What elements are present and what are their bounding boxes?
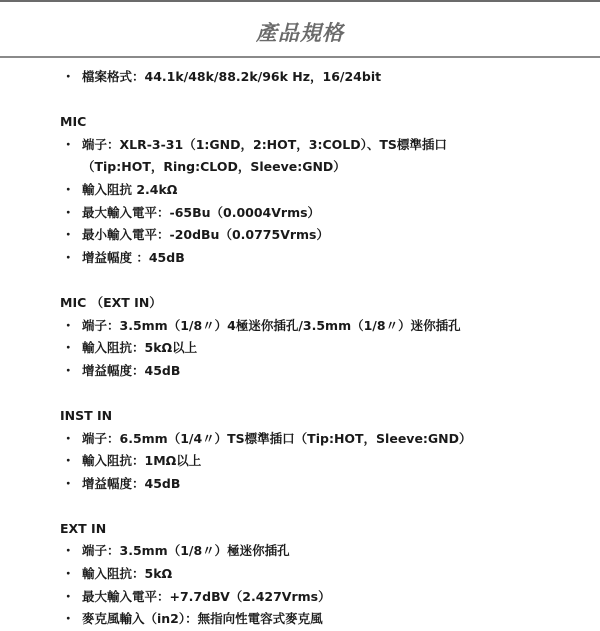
spec-item-ext-mic-input [0,608,600,631]
spec-item-text: 輸入阻抗：5kΩ [82,566,173,582]
section-heading-mic-ext-in: MIC （EXT IN） [60,294,162,310]
spec-item-text: 端子：XLR-3-31（1:GND，2:HOT，3:COLD）、TS標準插口 [82,136,447,152]
bullet-icon: ・ [62,204,75,220]
spec-item-mic-max-level [0,202,600,225]
spec-item-ext-max-level [0,586,600,609]
page-header [0,12,600,54]
bullet-icon: ・ [62,588,75,604]
spec-item-text: 增益幅度 ：45dB [82,249,185,265]
bullet-icon: ・ [62,566,75,582]
spec-item-mic-connector-continuation: （Tip:HOT，Ring:CLOD，Sleeve:GND） [82,159,346,175]
bullet-icon: ・ [62,475,75,491]
bullet-icon: ・ [62,69,75,84]
spec-item-text: 增益幅度：45dB [82,475,181,491]
section-heading-inst-in: INST IN [60,407,113,423]
spec-item-ext-impedance [0,563,600,586]
spec-item-mic-connector [0,134,600,157]
spec-item-mic-ext-connector [0,315,600,338]
bullet-icon: ・ [62,362,75,378]
spec-item-text: 端子：3.5mm（1/8〃）極迷你插孔 [82,543,290,559]
bullet-icon: ・ [62,611,75,627]
spec-item-text: 端子：6.5mm（1/4〃）TS標準插口（Tip:HOT，Sleeve:GND） [82,430,472,446]
section-heading-ext-in: EXT IN [60,520,107,536]
spec-item-mic-ext-impedance [0,337,600,360]
spec-item-mic-impedance [0,179,600,202]
bullet-icon: ・ [62,317,75,333]
bullet-icon: ・ [62,430,75,446]
spec-item-text: 輸入阻抗：1MΩ以上 [82,453,202,469]
spec-item-file-format [0,66,600,89]
bullet-icon: ・ [62,136,75,152]
spec-item-text: 增益幅度：45dB [82,362,181,378]
spec-item-text: 輸入阻抗：5kΩ以上 [82,340,198,356]
bullet-icon: ・ [62,249,75,265]
top-rule [0,0,600,2]
spec-item-mic-gain [0,247,600,270]
spec-content [0,66,600,631]
spec-item-text: 最大輸入電平：+7.7dBV（2.427Vrms） [82,588,331,604]
spec-item-mic-ext-gain [0,360,600,383]
section-heading-mic: MIC [60,114,87,130]
spec-item-inst-gain [0,473,600,496]
bullet-icon: ・ [62,340,75,356]
spec-item-inst-impedance [0,450,600,473]
bullet-icon: ・ [62,543,75,559]
spec-item-text: 端子：3.5mm（1/8〃）4極迷你插孔/3.5mm（1/8〃）迷你插孔 [82,317,461,333]
page-title: 產品規格 [256,21,344,45]
spec-item-text: 檔案格式：44.1k/48k/88.2k/96k Hz，16/24bit [82,69,382,84]
bullet-icon: ・ [62,453,75,469]
header-divider [0,56,600,58]
spec-item-inst-connector [0,428,600,451]
spec-item-ext-connector [0,540,600,563]
spec-item-text: 最大輸入電平：-65Bu（0.0004Vrms） [82,204,321,220]
spec-item-text: 輸入阻抗 2.4kΩ [82,181,178,197]
spec-item-mic-min-level [0,224,600,247]
spec-item-text: 麥克風輸入（in2）：無指向性電容式麥克風 [82,611,323,627]
spec-item-text: 最小輸入電平：-20dBu（0.0775Vrms） [82,227,329,243]
bullet-icon: ・ [62,181,75,197]
bullet-icon: ・ [62,227,75,243]
